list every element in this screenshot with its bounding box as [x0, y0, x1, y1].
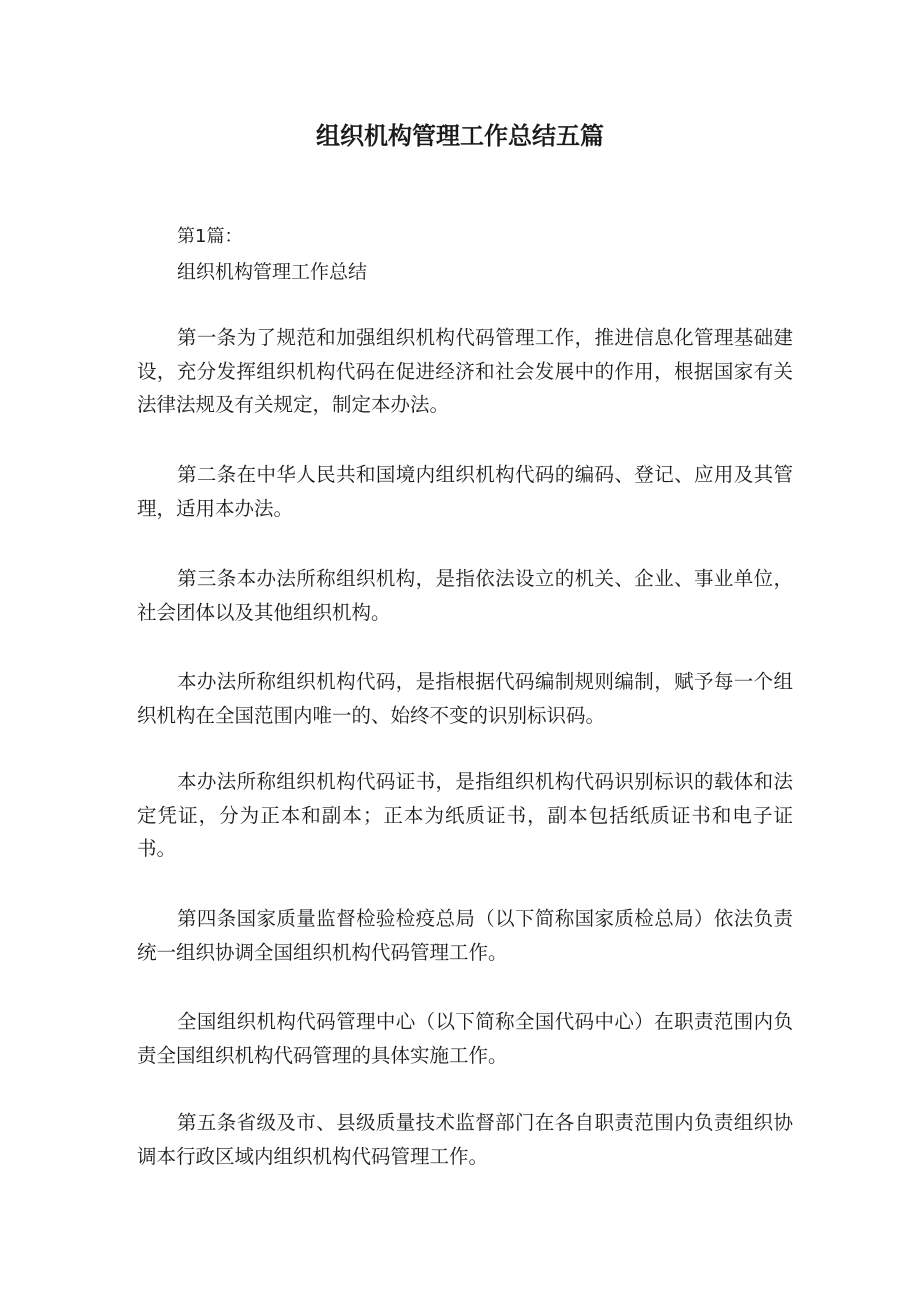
paragraph-article-1: 第一条为了规范和加强组织机构代码管理工作，推进信息化管理基础建设，充分发挥组织机构代码在促进经济和社会发展中的作用，根据国家有关法律法规及有关规定，制定本办法。	[137, 326, 793, 416]
paragraph-code-definition: 本办法所称组织机构代码，是指根据代码编制规则编制，赋予每一个组织机构在全国范围内唯一的、始终不变的识别标识码。	[137, 670, 793, 727]
document-title: 组织机构管理工作总结五篇	[316, 122, 604, 150]
paragraph-national-center: 全国组织机构代码管理中心（以下简称全国代码中心）在职责范围内负责全国组织机构代码管理的具体实施工作。	[137, 1010, 793, 1067]
section-label: 第1篇：	[177, 226, 243, 247]
paragraph-article-5: 第五条省级及市、县级质量技术监督部门在各自职责范围内负责组织协调本行政区域内组织机构代码管理工作。	[137, 1111, 793, 1168]
section-title: 组织机构管理工作总结	[177, 261, 368, 283]
paragraph-article-2: 第二条在中华人民共和国境内组织机构代码的编码、登记、应用及其管理，适用本办法。	[137, 463, 793, 520]
paragraph-article-4: 第四条国家质量监督检验检疫总局（以下简称国家质检总局）依法负责统一组织协调全国组织机构代码管理工作。	[137, 907, 793, 964]
paragraph-certificate-definition: 本办法所称组织机构代码证书，是指组织机构代码识别标识的载体和法定凭证，分为正本和副本；正本为纸质证书，副本包括纸质证书和电子证书。	[137, 770, 793, 860]
paragraph-article-3: 第三条本办法所称组织机构，是指依法设立的机关、企业、事业单位，社会团体以及其他组织机构。	[137, 567, 793, 624]
